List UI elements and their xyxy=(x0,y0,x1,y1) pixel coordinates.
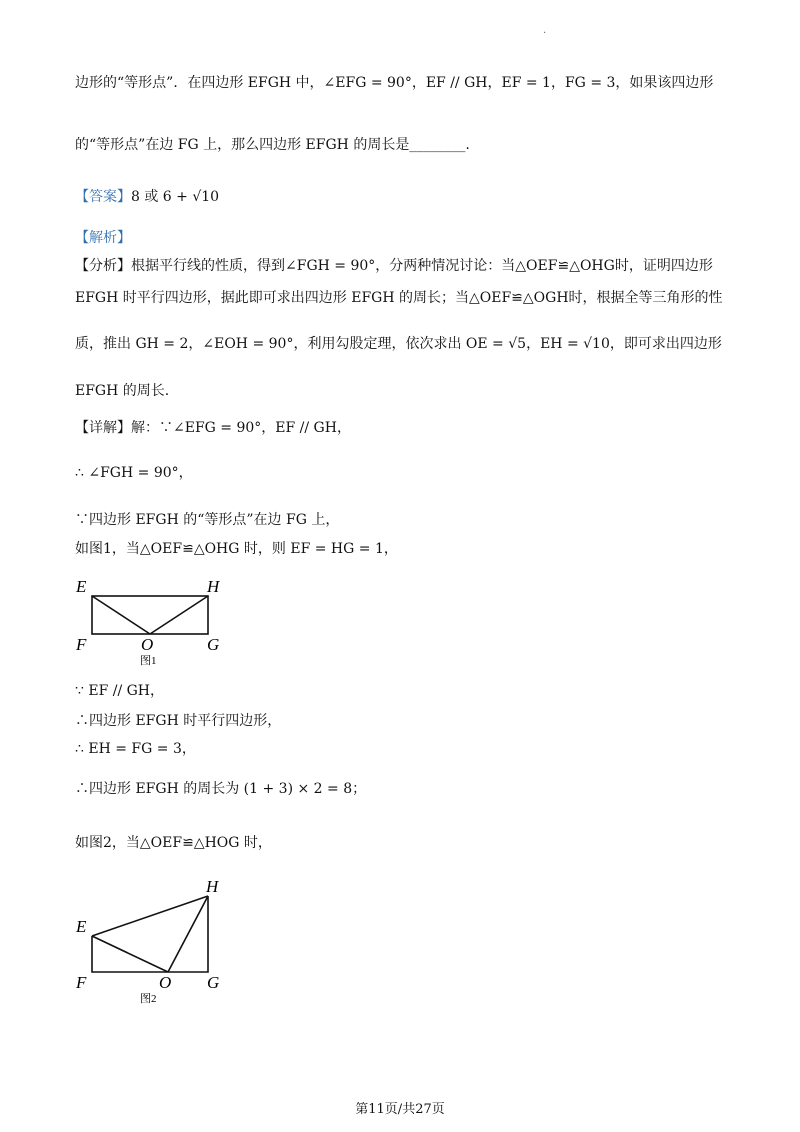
fig1-label-o: O xyxy=(141,635,154,654)
fenxi-line-4: EFGH 的周长. xyxy=(75,383,170,399)
fig1-label-e: E xyxy=(76,577,87,596)
problem-line-2: 的“等形点”在边 FG 上，那么四边形 EFGH 的周长是________. xyxy=(75,137,470,153)
fig2-label-g: G xyxy=(207,973,220,992)
answer-label: 【答案】 xyxy=(75,189,131,205)
fenxi-line-3: 质，推出 GH = 2，∠EOH = 90°，利用勾股定理，依次求出 OE = √5，EH = √10，即可求出四边形 xyxy=(75,336,722,352)
fenxi-text-1: 根据平行线的性质，得到∠FGH = 90°，分两种情况讨论：当△OEF≌△OHG时，证明四边形 xyxy=(131,258,713,274)
fig2-caption: 图2 xyxy=(140,993,157,1005)
detail-line-8: ∴四边形 EFGH 的周长为 (1 + 3) × 2 = 8； xyxy=(75,781,367,797)
fenxi-line-2: EFGH 时平行四边形，据此即可求出四边形 EFGH 的周长；当△OEF≌△OGH时，根据全等三角形的性 xyxy=(75,290,723,306)
detail-line-1 xyxy=(75,418,351,438)
fig2-label-f: F xyxy=(76,973,87,992)
detail-text-1: 解：∵∠EFG = 90°，EF // GH， xyxy=(131,420,351,436)
figure-1 xyxy=(70,572,240,672)
figure-2 xyxy=(70,876,240,1006)
fig1-caption: 图1 xyxy=(140,655,157,667)
fig2-label-h: H xyxy=(206,877,219,896)
fig1-label-g: G xyxy=(207,635,220,654)
detail-line-6: ∴四边形 EFGH 时平行四边形， xyxy=(75,713,282,729)
fig2-outline xyxy=(92,896,208,972)
fenxi-line-1 xyxy=(75,256,713,276)
detail-line-5: ∵ EF // GH， xyxy=(75,683,165,699)
detail-line-3: ∵四边形 EFGH 的“等形点”在边 FG 上， xyxy=(75,512,340,528)
answer-line xyxy=(75,187,219,207)
detail-label: 【详解】 xyxy=(75,420,131,436)
fig1-rectangle xyxy=(92,596,208,634)
page-footer: 第11页/共27页 xyxy=(355,1102,445,1117)
fig1-label-h: H xyxy=(207,577,220,596)
scan-dot: · xyxy=(543,28,547,39)
detail-line-4: 如图1，当△OEF≌△OHG 时，则 EF = HG = 1， xyxy=(75,541,398,557)
answer-value: 8 或 6 + √10 xyxy=(131,189,220,205)
fig2-label-e: E xyxy=(76,917,87,936)
fig1-segment-ho xyxy=(150,596,208,634)
fenxi-label: 【分析】 xyxy=(75,258,131,274)
fig2-label-o: O xyxy=(159,973,172,992)
fig1-segment-eo xyxy=(92,596,150,634)
problem-line-1: 边形的“等形点”．在四边形 EFGH 中，∠EFG = 90°，EF // GH，EF = 1，FG = 3，如果该四边形 xyxy=(75,75,714,91)
fig1-label-f: F xyxy=(76,635,87,654)
analysis-label: 【解析】 xyxy=(75,230,131,246)
detail-line-9: 如图2，当△OEF≌△HOG 时， xyxy=(75,835,272,851)
analysis-heading xyxy=(75,228,131,248)
fig2-segment-eo xyxy=(92,936,168,972)
detail-line-7: ∴ EH = FG = 3， xyxy=(75,741,196,757)
detail-line-2: ∴ ∠FGH = 90°， xyxy=(75,465,193,481)
